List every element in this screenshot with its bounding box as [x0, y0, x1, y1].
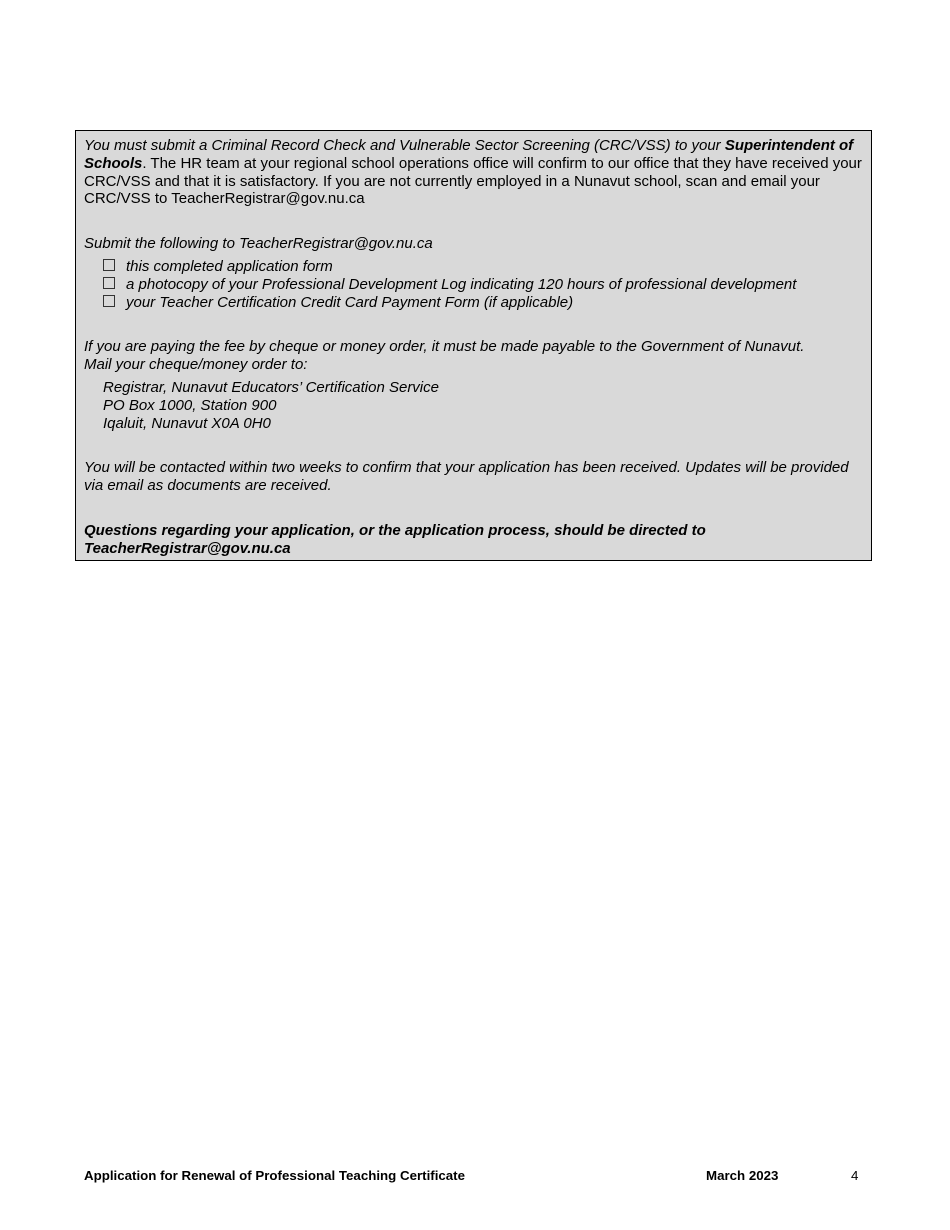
contact-note: You will be contacted within two weeks to confirm that your application has been received. Updates will be provided via email as documents are received.: [84, 459, 849, 495]
cheque-line-1: If you are paying the fee by cheque or money order, it must be made payable to the Government of Nunavut.: [84, 338, 805, 356]
address-line: Iqaluit, Nunavut X0A 0H0: [103, 414, 271, 432]
questions-note: Questions regarding your application, or the application process, should be directed to TeacherRegistrar@gov.nu.ca: [84, 521, 706, 557]
page-number: 4: [851, 1168, 859, 1183]
crc-paragraph: [84, 137, 863, 208]
address-line: Registrar, Nunavut Educators’ Certification Service: [103, 378, 439, 396]
submit-heading: Submit the following to TeacherRegistrar@gov.nu.ca: [84, 235, 433, 253]
address-line: PO Box 1000, Station 900: [103, 396, 277, 414]
crc-emphasis: Superintendent of Schools: [84, 137, 854, 172]
instructions-box: [75, 130, 872, 561]
checklist-item: a photocopy of your Professional Development Log indicating 120 hours of professional development: [103, 276, 863, 294]
checkbox-icon[interactable]: [103, 277, 115, 289]
checklist-item: this completed application form: [103, 258, 863, 276]
footer-date: March 2023: [706, 1168, 779, 1183]
footer-title: Application for Renewal of Professional Teaching Certificate: [84, 1168, 465, 1183]
checkbox-icon[interactable]: [103, 295, 115, 307]
checkbox-icon[interactable]: [103, 259, 115, 271]
submission-checklist: [103, 258, 863, 311]
crc-lead: You must submit a Criminal Record Check and Vulnerable Sector Screening (CRC/VSS) to your: [84, 137, 725, 154]
checklist-item: your Teacher Certification Credit Card Payment Form (if applicable): [103, 294, 863, 312]
crc-rest: . The HR team at your regional school operations office will confirm to our office that they have received your CRC/VSS and that it is satisfactory. If you are not currently employed in a Nunavut school, scan and email your CRC/VSS to TeacherRegistrar@gov.nu.ca: [84, 154, 862, 208]
cheque-line-2: Mail your cheque/money order to:: [84, 356, 308, 374]
mailing-address: [103, 379, 863, 432]
